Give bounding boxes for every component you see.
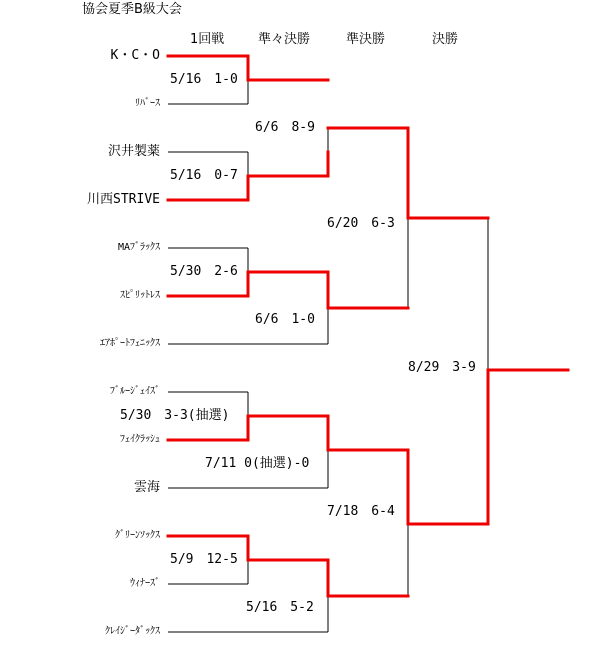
match-result-r1: 5/16 0-7 xyxy=(170,168,238,183)
match-result-r1: 5/9 12-5 xyxy=(170,552,238,567)
round-header-qf: 準々決勝 xyxy=(258,32,311,47)
team-name: ﾌｪｲｸﾗｯｼｭ xyxy=(120,434,160,445)
match-result-sf: 7/18 6-4 xyxy=(327,504,395,519)
match-result-qf: 5/16 5-2 xyxy=(246,600,314,615)
match-result-qf: 7/11 0(抽選)-0 xyxy=(205,456,310,471)
team-name: MAﾌﾞﾗｯｸｽ xyxy=(117,242,160,253)
match-result-sf: 6/20 6-3 xyxy=(327,216,395,231)
match-result-r1: 5/16 1-0 xyxy=(170,72,238,87)
team-name: ﾌﾞﾙｰｼﾞｪｲｽﾞ xyxy=(110,386,160,397)
team-name: ﾘﾊﾞｰｽ xyxy=(135,98,160,109)
team-name: ｴｱﾎﾟｰﾄﾌｪﾆｯｸｽ xyxy=(100,338,160,349)
match-result-qf: 6/6 8-9 xyxy=(255,120,315,135)
match-result-r1: 5/30 2-6 xyxy=(170,264,238,279)
match-result-r1: 5/30 3-3(抽選) xyxy=(120,408,230,423)
team-name: ｸﾚｲｼﾞｰﾀﾞｯｸｽ xyxy=(105,626,160,637)
team-name: 沢井製薬 xyxy=(107,144,160,159)
round-header-1: 1回戦 xyxy=(190,32,225,47)
match-result-final: 8/29 3-9 xyxy=(408,360,476,375)
round-header-final: 決勝 xyxy=(432,32,459,47)
team-name: 川西STRIVE xyxy=(87,192,160,207)
tournament-title: 協会夏季B級大会 xyxy=(82,2,182,17)
team-name: 雲海 xyxy=(133,480,160,495)
team-name: K・C・O xyxy=(110,48,160,63)
team-name: ｳｨﾅｰｽﾞ xyxy=(130,578,160,589)
round-header-sf: 準決勝 xyxy=(346,32,386,47)
match-result-qf: 6/6 1-0 xyxy=(255,312,315,327)
team-name: ｸﾞﾘｰﾝｿｯｸｽ xyxy=(115,530,160,541)
team-name: ｽﾋﾟﾘｯﾄﾚｽ xyxy=(120,290,160,301)
